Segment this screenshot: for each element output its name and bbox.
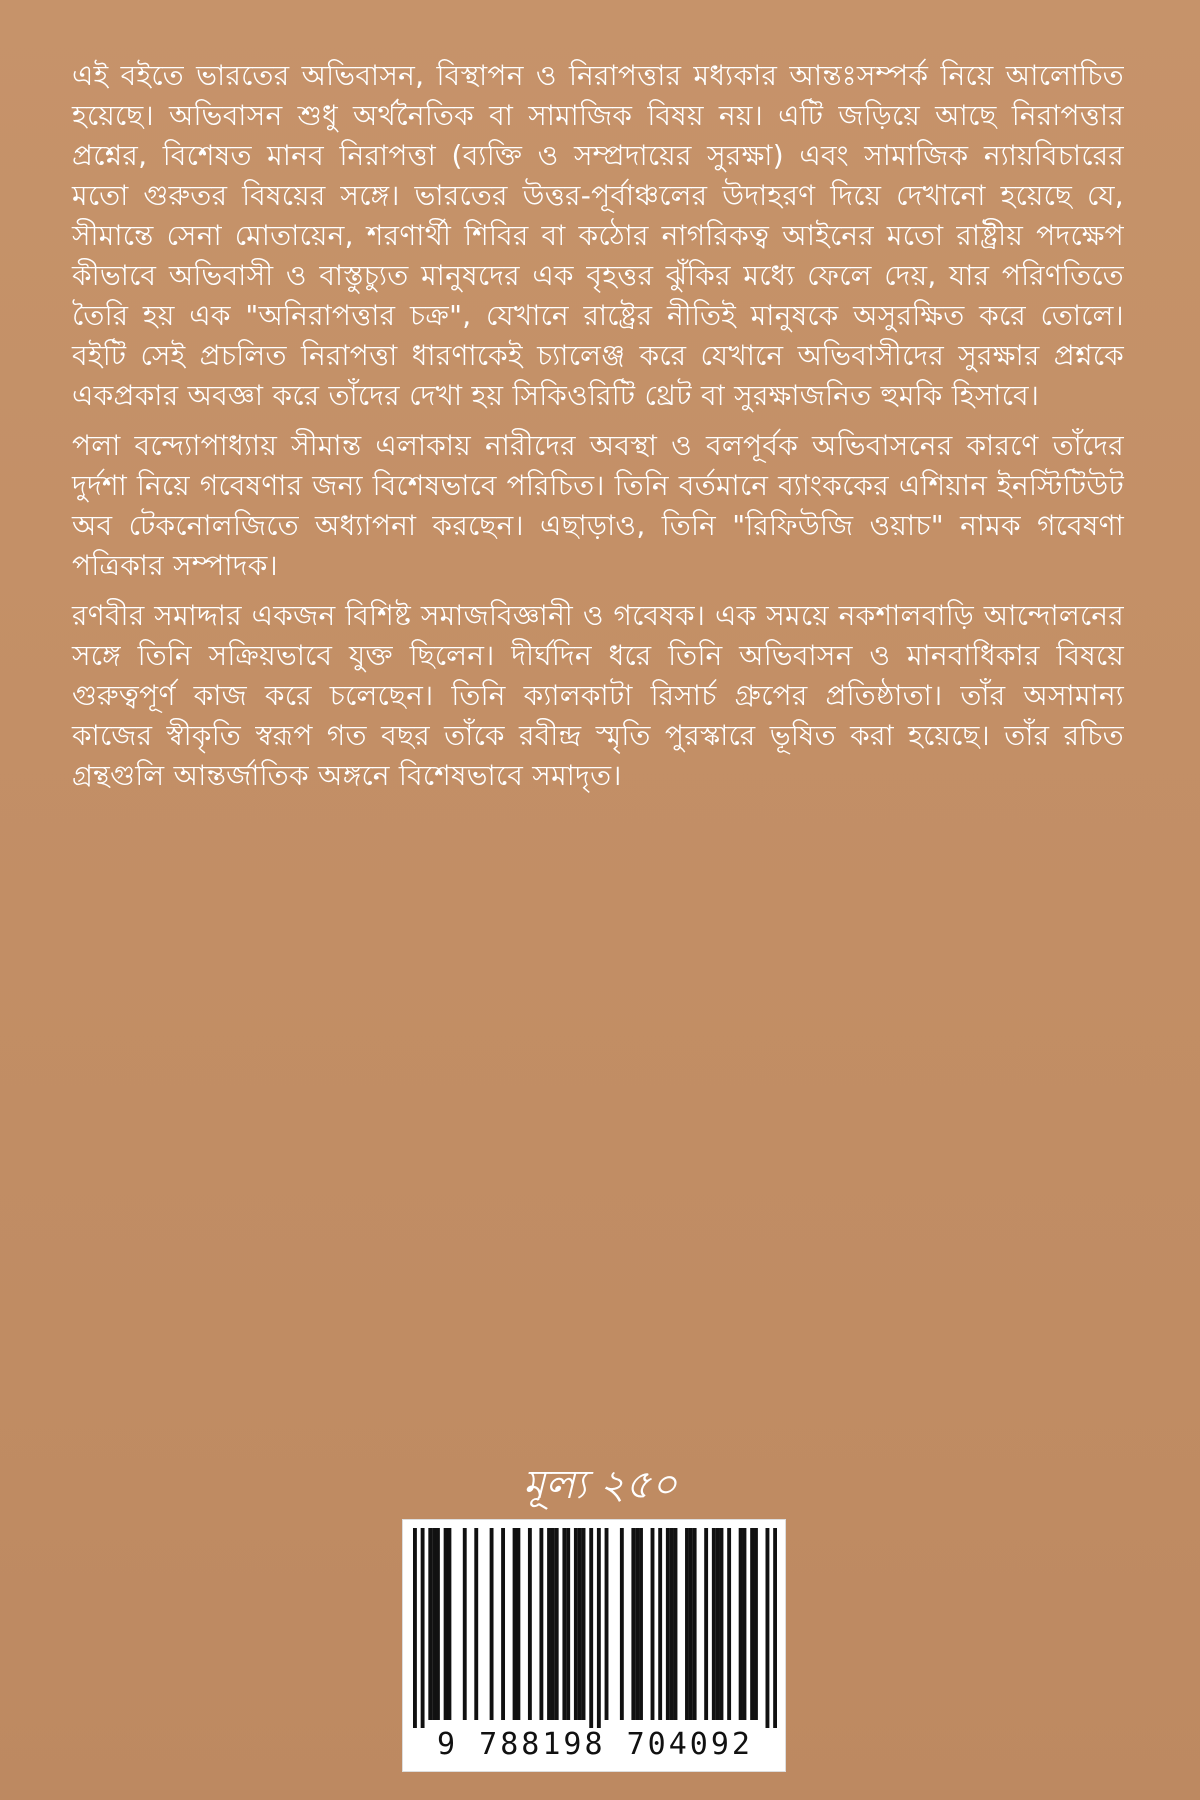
barcode-bar: [436, 1528, 440, 1720]
barcode-bar: [562, 1528, 566, 1720]
barcode-bar: [658, 1528, 662, 1720]
barcode-bar: [743, 1528, 747, 1720]
barcode-bar: [670, 1528, 674, 1720]
isbn-barcode: [402, 1519, 786, 1772]
barcode-bar: [666, 1528, 670, 1720]
barcode-bar: [413, 1528, 417, 1728]
barcode-bar: [685, 1528, 689, 1720]
blurb-paragraph-book-summary: এই বইতে ভারতের অভিবাসন, বিস্থাপন ও নিরাপত্তার মধ্যকার আন্তঃসম্পর্ক নিয়ে আলোচিত হয়েছে। অভিবাসন শুধু অর্থনৈতিক বা সামাজিক বিষয় নয়। এটি জড়িয়ে আছে নিরাপত্তার প্রশ্নের, বিশেষত মানব নিরাপত্তা (ব্যক্তি ও সম্প্রদায়ের সুরক্ষা) এবং সামাজিক ন্যায়বিচারের মতো গুরুতর বিষয়ের সঙ্গে। ভারতের উত্তর-পূর্বাঞ্চলের উদাহরণ দিয়ে দেখানো হয়েছে যে, সীমান্তে সেনা মোতায়েন, শরণার্থী শিবির বা কঠোর নাগরিকত্ব আইনের মতো রাষ্ট্রীয় পদক্ষেপ কীভাবে অভিবাসী ও বাস্তুচ্যুত মানুষদের এক বৃহত্তর ঝুঁকির মধ্যে ফেলে দেয়, যার পরিণতিতে তৈরি হয় এক "অনিরাপত্তার চক্র", যেখানে রাষ্ট্রের নীতিই মানুষকে অসুরক্ষিত করে তোলে। বইটি সেই প্রচলিত নিরাপত্তা ধারণাকেই চ্যালেঞ্জ করে যেখানে অভিবাসীদের সুরক্ষার প্রশ্নকে একপ্রকার অবজ্ঞা করে তাঁদের দেখা হয় সিকিওরিটি থ্রেট বা সুরক্ষাজনিত হুমকি হিসাবে।: [72, 59, 1124, 412]
barcode-bar: [566, 1528, 570, 1720]
barcode-bar: [754, 1528, 758, 1720]
barcode-bar: [432, 1528, 436, 1720]
barcode-bar: [651, 1528, 655, 1720]
barcode-bar: [578, 1528, 582, 1720]
barcode-bar: [474, 1528, 478, 1720]
barcode-bar: [712, 1528, 716, 1720]
barcode-bar: [574, 1528, 578, 1720]
barcode-bar: [631, 1528, 635, 1720]
barcode-bar: [513, 1528, 517, 1720]
barcode-bar: [739, 1528, 743, 1720]
barcode-bar: [428, 1528, 432, 1720]
barcode-bar: [516, 1528, 520, 1720]
barcode-bar: [716, 1528, 720, 1720]
barcode-bar: [766, 1528, 770, 1728]
barcode-bar: [727, 1528, 731, 1720]
barcode-bar: [528, 1528, 532, 1720]
barcode-bar: [447, 1528, 451, 1720]
barcode-bar: [547, 1528, 551, 1720]
barcode-bar: [582, 1528, 586, 1720]
barcode-bar: [605, 1528, 609, 1720]
barcode-bar: [620, 1528, 624, 1720]
barcode-bar: [720, 1528, 724, 1720]
barcode-bar: [539, 1528, 543, 1720]
blurb-paragraph-author-ranabir: রণবীর সমাদ্দার একজন বিশিষ্ট সমাজবিজ্ঞানী ও গবেষক। এক সময়ে নকশালবাড়ি আন্দোলনের সঙ্গে তিনি সক্রিয়ভাবে যুক্ত ছিলেন। দীর্ঘদিন ধরে তিনি অভিবাসন ও মানবাধিকার বিষয়ে গুরুত্বপূর্ণ কাজ করে চলেছেন। তিনি ক্যালকাটা রিসার্চ গ্রুপের প্রতিষ্ঠাতা। তাঁর অসামান্য কাজের স্বীকৃতি স্বরূপ গত বছর তাঁকে রবীন্দ্র স্মৃতি পুরস্কারে ভূষিত করা হয়েছে। তাঁর রচিত গ্রন্থগুলি আন্তর্জাতিক অঙ্গনে বিশেষভাবে সমাদৃত।: [72, 599, 1124, 792]
barcode-bar: [555, 1528, 559, 1720]
barcode-bar: [639, 1528, 643, 1720]
barcode-bar: [750, 1528, 754, 1720]
blurb-text: [72, 56, 1124, 806]
barcode-bar: [635, 1528, 639, 1720]
barcode-bar: [704, 1528, 708, 1720]
barcode-bar: [501, 1528, 505, 1720]
barcode-bars: [413, 1528, 777, 1728]
price-label: মূল্য ২৫০: [522, 1462, 678, 1508]
barcode-bar: [589, 1528, 593, 1728]
barcode-bar: [463, 1528, 467, 1720]
blurb-paragraph-author-paula: পলা বন্দ্যোপাধ্যায় সীমান্ত এলাকায় নারীদের অবস্থা ও বলপূর্বক অভিবাসনের কারণে তাঁদের দুর্দশা নিয়ে গবেষণার জন্য বিশেষভাবে পরিচিত। তিনি বর্তমানে ব্যাংককের এশিয়ান ইনস্টিটিউট অব টেকনোলজিতে অধ্যাপনা করছেন। এছাড়াও, তিনি "রিফিউজি ওয়াচ" নামক গবেষণা পত্রিকার সম্পাদক।: [72, 429, 1124, 582]
barcode-bar: [773, 1528, 777, 1728]
barcode-bar: [551, 1528, 555, 1720]
barcode-bar: [597, 1528, 601, 1728]
barcode-bar: [490, 1528, 494, 1720]
barcode-bar: [421, 1528, 425, 1728]
barcode-bar: [689, 1528, 693, 1720]
isbn-number: 9 788198 704092: [437, 1727, 753, 1762]
barcode-bar: [444, 1528, 448, 1720]
barcode-bar: [693, 1528, 697, 1720]
barcode-bar: [674, 1528, 678, 1720]
